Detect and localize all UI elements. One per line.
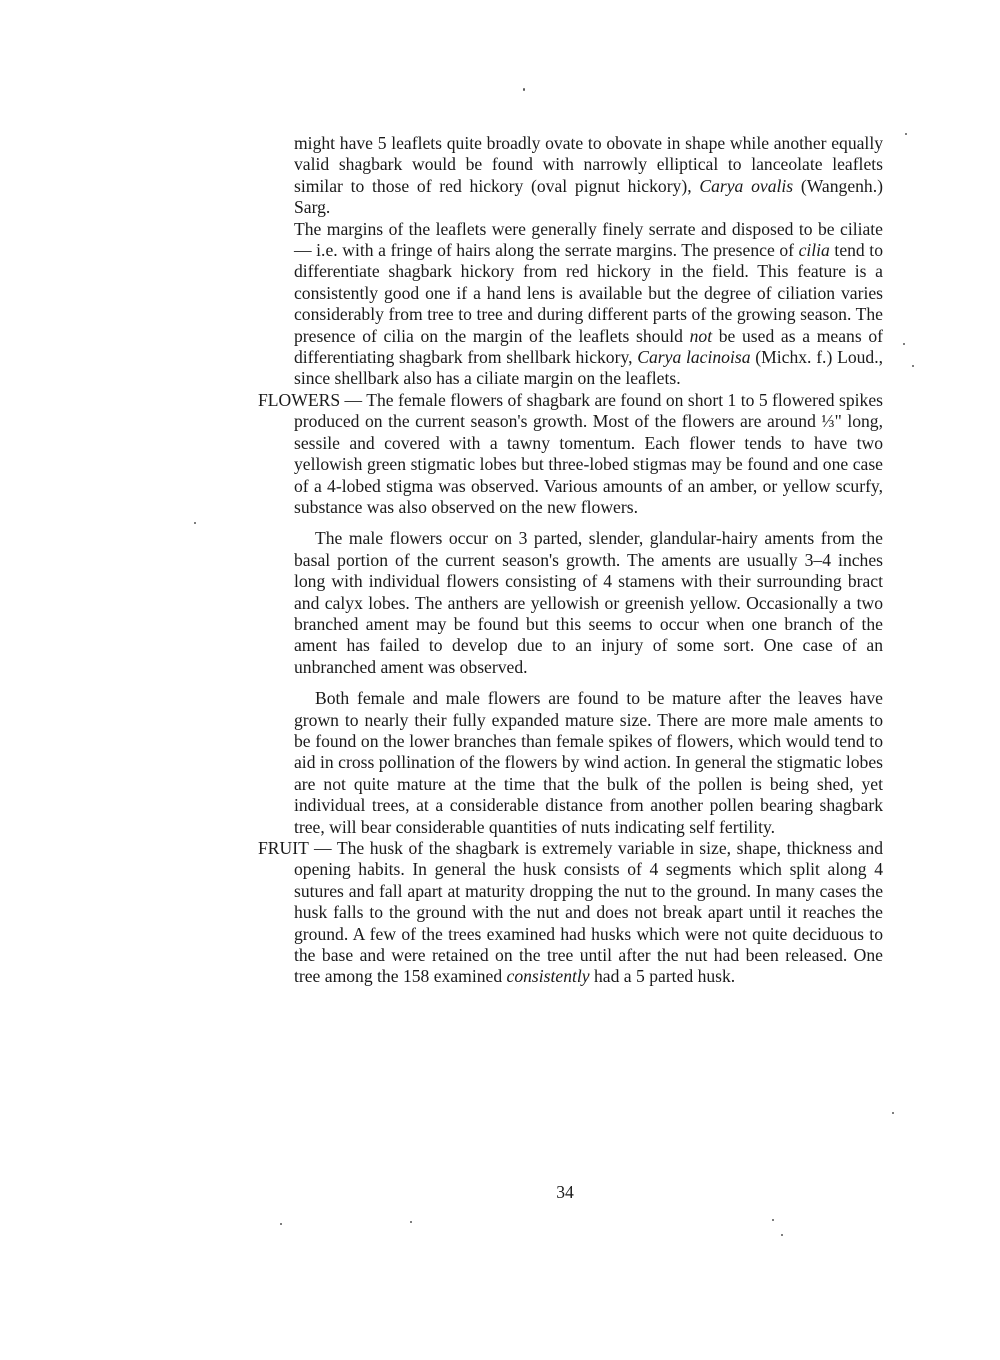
leaflet-margin-paragraph xyxy=(294,219,883,390)
leaflet-shape-paragraph xyxy=(294,133,883,219)
text-run: had a 5 parted husk. xyxy=(589,966,736,987)
text-run: (Wangenh.) Sarg. xyxy=(294,175,883,218)
maturity-paragraph: Both female and male flowers are found to be mature after the leaves have grown to nearly their fully expanded mature size. There are more male aments to be found on the lower branches than female spikes of flowers, which would tend to aid in cross pollination of the flowers by wind action. In general the stigmatic lobes are not quite mature at the time that the bulk of the pollen is being shed, yet individual trees, at a considerable distance from another pollen bearing shagbark tree, will bear considerable quantities of nuts indicating self fertility. xyxy=(294,688,883,837)
scan-speck xyxy=(523,88,525,91)
scan-speck xyxy=(280,1223,282,1225)
scan-speck xyxy=(772,1219,774,1221)
flowers-continuation xyxy=(258,518,883,838)
scan-speck xyxy=(903,343,905,345)
scan-speck xyxy=(905,133,907,135)
paragraph-gap xyxy=(294,518,883,528)
body-text xyxy=(258,133,883,988)
scan-speck xyxy=(781,1234,783,1236)
text-run: tend to differentiate shagbark hickory from red hickory in the field. This feature is a consistently good one if a hand lens is available but the degree of ciliation varies considerably from tree to tree and during different parts of the growing season. The presence of cilia on the margin of the leaflets should xyxy=(294,240,883,346)
text-run: The margins of the leaflets were generally finely serrate and disposed to be ciliate — i.e. with a fringe of hairs along the serrate margins. The presence of xyxy=(294,218,883,261)
species-name: Carya lacinoisa xyxy=(637,347,751,368)
page-number: 34 xyxy=(556,1182,574,1202)
flowers-section: FLOWERS — The female flowers of shagbark are found on short 1 to 5 flowered spikes produced on the current season's growth. Most of the flowers are around ⅓" long, sessile and covered with a tawny tomentum. Each flower tends to have two yellowish green stigmatic lobes but three-lobed stigmas may be found and one case of a 4-lobed stigma was observed. Various amounts of an amber, or yellow scurfy, substance was also observed on the new flowers. xyxy=(258,389,883,517)
text-run: (Michx. f.) Loud., since shellbark also has a ciliate margin on the leaflets. xyxy=(294,347,884,389)
male-flowers-paragraph: The male flowers occur on 3 parted, slender, glandular-hairy aments from the basal portion of the current season's growth. The aments are usually 3–4 inches long with individual flowers consisting of 4 stamens with their surrounding bract and calyx lobes. The anthers are yellowish or greenish yellow. Occasionally a two branched ament may be found but this seems to occur when one branch of the ament has failed to develop due to an injury of some sort. One case of an unbranched ament was observed. xyxy=(294,528,883,677)
emphasis: cilia xyxy=(798,240,830,261)
scan-speck xyxy=(410,1221,412,1223)
fruit-section xyxy=(258,838,883,988)
scan-speck xyxy=(194,522,196,524)
text-run: be used as a means of differentiating shagbark from shellbark hickory, xyxy=(294,325,883,368)
text-run: FRUIT — The husk of the shagbark is extremely variable in size, shape, thickness and opening habits. In general the husk consists of 4 segments which split along 4 sutures and fall apart at maturity dropping the nut to the ground. In many cases the husk falls to the ground with the nut and does not break apart until it reaches the ground. A few of the trees examined had husks which were not quite deciduous to the base and were retained on the tree until after the nut had been released. One tree among the 158 examined xyxy=(258,838,883,987)
species-name: Carya ovalis xyxy=(699,175,794,196)
emphasis: consistently xyxy=(506,966,590,987)
leaflets-continuation xyxy=(258,133,883,390)
scan-speck xyxy=(912,365,914,367)
text-run: might have 5 leaflets quite broadly ovate to obovate in shape while another equally valid shagbark would be found with narrowly elliptical to lanceolate leaflets similar to those of red hickory (oval pignut hickory), xyxy=(294,133,883,196)
scan-speck xyxy=(892,1112,894,1114)
paragraph-gap xyxy=(294,678,883,688)
emphasis: not xyxy=(689,325,713,346)
